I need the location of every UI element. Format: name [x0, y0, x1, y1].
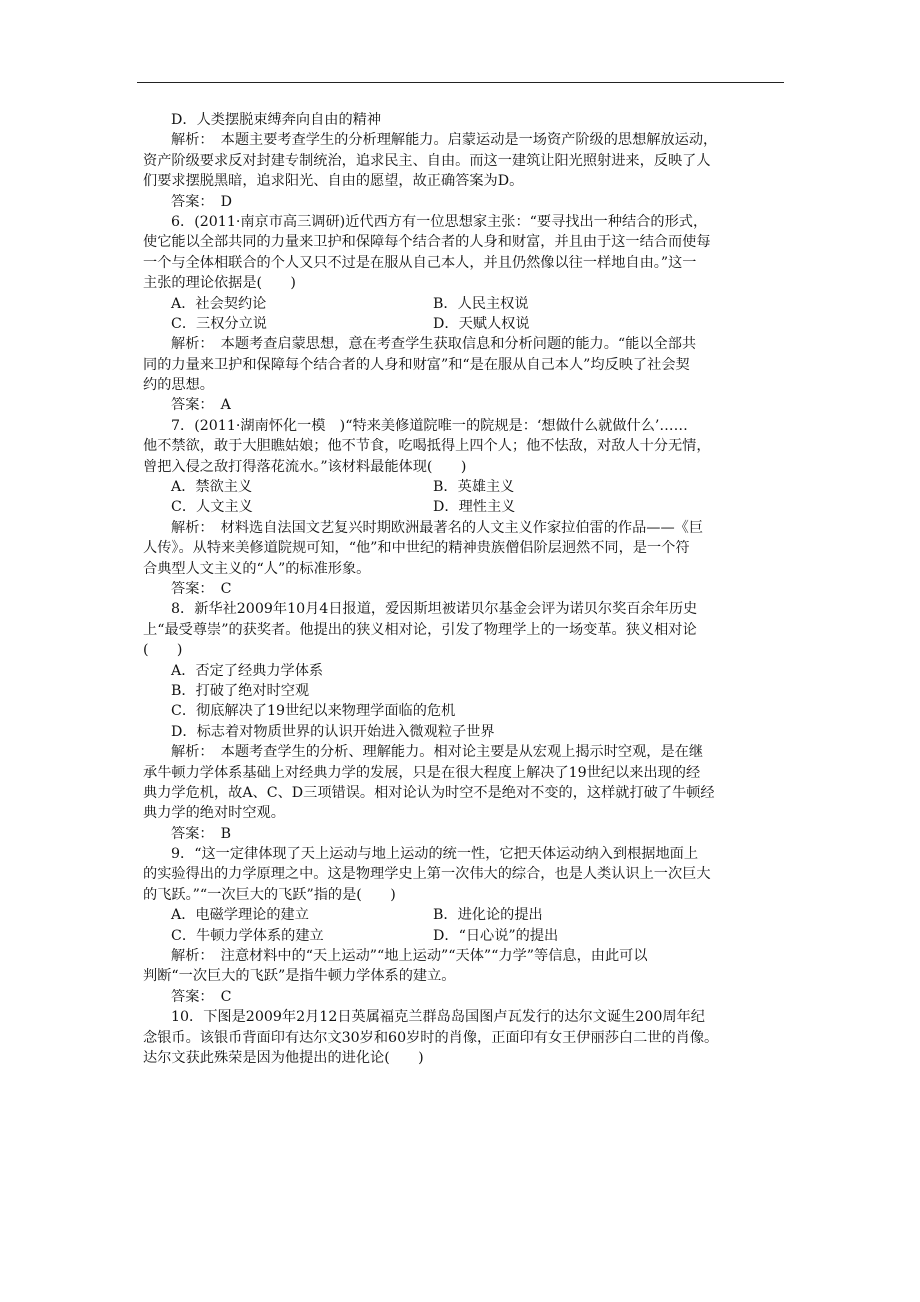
q5-option-d: D．人类摆脱束缚奔向自由的精神	[171, 112, 382, 128]
q6-option-a: A．社会契约论	[171, 295, 267, 312]
q9-option-c: C．牛顿力学体系的建立	[171, 927, 324, 944]
q6-options-row	[143, 314, 783, 334]
q8-stem-line: 8．新华社2009年10月4日报道，爱因斯坦被诺贝尔基金会评为诺贝尔奖百余年历史	[171, 601, 698, 618]
q7-options-row	[143, 477, 783, 497]
q9-option-a: A．电磁学理论的建立	[171, 907, 309, 924]
q7-stem-line: 曾把入侵之敌打得落花流水。”该材料最能体现( )	[143, 458, 467, 475]
q6-answer: 答案： A	[171, 397, 231, 414]
q9-stem-line: 9．“这一定律体现了天上运动与地上运动的统一性，它把天体运动纳入到根据地面上	[171, 846, 699, 863]
q7-option-d: D．理性主义	[433, 499, 516, 516]
q6-stem-line: 一个与全体相联合的个人又只不过是在服从自己本人，并且仍然像以往一样地自由。”这一	[143, 254, 697, 271]
q8-analysis-line: 典力学的绝对时空观。	[143, 805, 285, 822]
q7-analysis-line: 合典型人文主义的“人”的标准形象。	[143, 560, 371, 577]
q7-options-row	[143, 497, 783, 517]
q9-stem-line: 的飞跃。”“一次巨大的飞跃”指的是( )	[143, 886, 396, 903]
q9-analysis-line: 解析： 注意材料中的“天上运动”“地上运动”“天体”“力学”等信息，由此可以	[171, 948, 648, 965]
q8-analysis-line: 典力学危机，故A、C、D三项错误。相对论认为时空不是绝对不变的，这样就打破了牛顿经	[143, 784, 715, 801]
q8-option-c: C．彻底解决了19世纪以来物理学面临的危机	[171, 703, 456, 720]
q9-options-row	[143, 926, 783, 946]
q5-answer: 答案： D	[171, 193, 233, 210]
q6-option-c: C．三权分立说	[171, 315, 267, 332]
q6-stem-line: 主张的理论依据是( )	[143, 275, 296, 292]
q9-analysis-line: 判断“一次巨大的飞跃”是指牛顿力学体系的建立。	[143, 968, 456, 985]
q8-analysis-line: 解析： 本题考查学生的分析、理解能力。相对论主要是从宏观上揭示时空观，是在继	[171, 744, 704, 761]
q6-option-d: D．天赋人权说	[433, 315, 530, 332]
q9-answer: 答案： C	[171, 988, 232, 1005]
q5-analysis-line: 解析： 本题主要考查学生的分析理解能力。启蒙运动是一场资产阶级的思想解放运动，	[171, 132, 718, 149]
q6-stem-line: 6．(2011·南京市高三调研)近代西方有一位思想家主张：“要寻找出一种结合的形式，	[171, 213, 708, 230]
q5-analysis-line: 们要求摆脱黑暗，追求阳光、自由的愿望，故正确答案为D。	[143, 173, 524, 190]
q10-stem-line: 10．下图是2009年2月12日英属福克兰群岛岛国图卢瓦发行的达尔文诞生200周年纪	[171, 1009, 705, 1026]
q10-stem-line: 念银币。该银币背面印有达尔文30岁和60岁时的肖像，正面印有女王伊丽莎白二世的肖像。	[143, 1029, 719, 1046]
q7-stem-line: 7．(2011·湖南怀化一模 )“特来美修道院唯一的院规是：‘想做什么就做什么’……	[171, 417, 688, 434]
q7-analysis-line: 解析： 材料选自法国文艺复兴时期欧洲最著名的人文主义作家拉伯雷的作品——《巨	[171, 519, 704, 536]
q8-option-d: D．标志着对物质世界的认识开始进入微观粒子世界	[171, 723, 495, 740]
q6-option-b: B．人民主权说	[433, 295, 529, 312]
q9-options-row	[143, 905, 783, 925]
q7-option-b: B．英雄主义	[433, 479, 515, 496]
q8-option-b: B．打破了绝对时空观	[171, 682, 310, 699]
q8-answer: 答案： B	[171, 825, 232, 842]
q6-options-row	[143, 294, 783, 314]
q7-analysis-line: 人传》。从特来美修道院规可知，“他”和中世纪的精神贵族僧侣阶层迥然不同，是一个符	[143, 540, 690, 557]
q5-analysis-line: 资产阶级要求反对封建专制统治，追求民主、自由。而这一建筑让阳光照射进来，反映了人	[143, 152, 711, 169]
q9-option-b: B．进化论的提出	[433, 907, 543, 924]
q6-stem-line: 使它能以全部共同的力量来卫护和保障每个结合者的人身和财富，并且由于这一结合而使每	[143, 234, 711, 251]
q10-stem-line: 达尔文获此殊荣是因为他提出的进化论( )	[143, 1049, 424, 1066]
q8-stem-line: ( )	[143, 642, 183, 659]
q8-analysis-line: 承牛顿力学体系基础上对经典力学的发展，只是在很大程度上解决了19世纪以来出现的经	[143, 764, 701, 781]
q7-stem-line: 他不禁欲，敢于大胆瞧姑娘；他不节食，吃喝抵得上四个人；他不怯敌，对敌人十分无情，	[143, 438, 711, 455]
q7-answer: 答案： C	[171, 580, 232, 597]
q9-stem-line: 的实验得出的力学原理之中。这是物理学史上第一次伟大的综合，也是人类认识上一次巨大	[143, 866, 711, 883]
q6-analysis-line: 约的思想。	[143, 377, 214, 394]
header-rule	[137, 82, 784, 83]
q9-option-d: D．“日心说”的提出	[433, 927, 559, 944]
q8-option-a: A．否定了经典力学体系	[171, 662, 324, 679]
document-body	[143, 110, 783, 1068]
q8-stem-line: 上“最受尊崇”的获奖者。他提出的狭义相对论，引发了物理学上的一场变革。狭义相对论	[143, 621, 697, 638]
q6-analysis-line: 解析： 本题考查启蒙思想，意在考查学生获取信息和分析问题的能力。“能以全部共	[171, 336, 697, 353]
q6-analysis-line: 同的力量来卫护和保障每个结合者的人身和财富”和“是在服从自己本人”均反映了社会契	[143, 356, 690, 373]
q7-option-c: C．人文主义	[171, 499, 253, 516]
q7-option-a: A．禁欲主义	[171, 479, 253, 496]
